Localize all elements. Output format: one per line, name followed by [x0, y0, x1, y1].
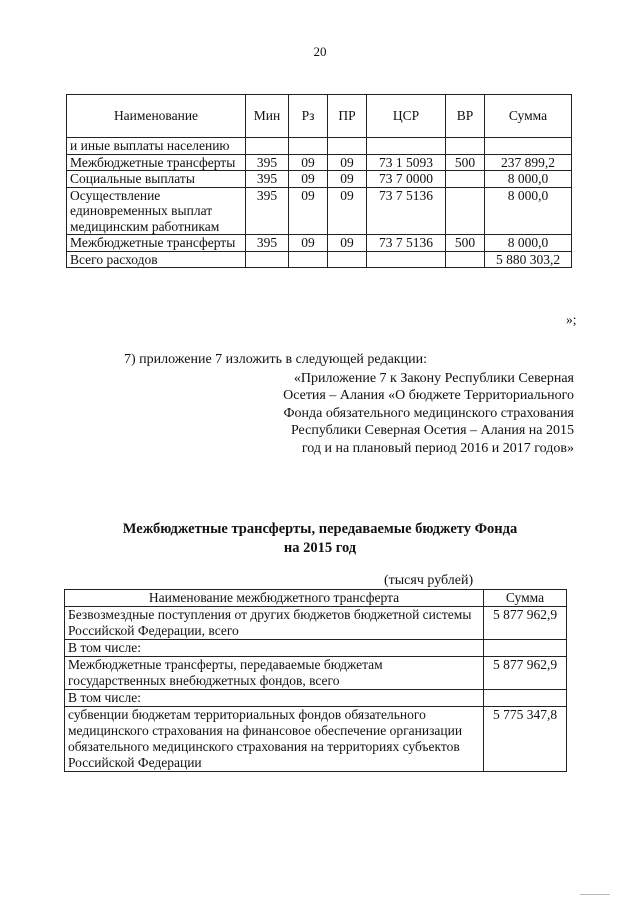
header-transfer-name: Наименование межбюджетного трансферта [65, 590, 484, 607]
amendment-text: 7) приложение 7 изложить в следующей редакции: [124, 352, 427, 367]
cell-sum: 237 899,2 [485, 154, 572, 171]
cell-sum: 5 877 962,9 [484, 657, 567, 690]
cell-vr [446, 187, 485, 235]
table-row [67, 235, 572, 252]
cell-name: В том числе: [65, 640, 484, 657]
cell-min: 395 [246, 235, 289, 252]
cell-min: 395 [246, 187, 289, 235]
cell-rz [289, 251, 328, 268]
cell-name: Всего расходов [67, 251, 246, 268]
cell-name: В том числе: [65, 690, 484, 707]
cell-rz: 09 [289, 187, 328, 235]
cell-sum [485, 138, 572, 155]
cell-vr: 500 [446, 154, 485, 171]
cell-rz: 09 [289, 235, 328, 252]
cell-name: Безвозмездные поступления от других бюджетов бюджетной системы Российской Федерации, всего [65, 607, 484, 640]
table-row [65, 657, 567, 690]
header-rz: Рз [289, 95, 328, 138]
section-title-line-1: Межбюджетные трансферты, передаваемые бюджету Фонда [122, 521, 518, 537]
cell-rz: 09 [289, 171, 328, 188]
table-header-row [65, 590, 567, 607]
header-name: Наименование [67, 95, 246, 138]
table-row [67, 171, 572, 188]
section-title-line-2: на 2015 год [283, 540, 357, 556]
cell-csr: 73 1 5093 [367, 154, 446, 171]
cell-name: Социальные выплаты [67, 171, 246, 188]
cell-vr [446, 171, 485, 188]
cell-name: Осуществление единовременных выплат медицинским работникам [67, 187, 246, 235]
header-min: Мин [246, 95, 289, 138]
cell-sum: 5 880 303,2 [485, 251, 572, 268]
cell-pr: 09 [328, 235, 367, 252]
cell-csr: 73 7 5136 [367, 235, 446, 252]
cell-csr: 73 7 5136 [367, 187, 446, 235]
cell-rz [289, 138, 328, 155]
cell-name: и иные выплаты населению [67, 138, 246, 155]
cell-sum: 8 000,0 [485, 187, 572, 235]
table-row [67, 138, 572, 155]
cell-vr [446, 251, 485, 268]
total-row [67, 251, 572, 268]
cell-csr: 73 7 0000 [367, 171, 446, 188]
cell-sum [484, 640, 567, 657]
cell-pr: 09 [328, 171, 367, 188]
cell-min [246, 138, 289, 155]
table-row [65, 690, 567, 707]
cell-sum: 5 877 962,9 [484, 607, 567, 640]
interbudget-transfers-table [64, 589, 567, 772]
cell-sum: 8 000,0 [485, 171, 572, 188]
cell-vr [446, 138, 485, 155]
closing-quote: »; [566, 312, 577, 327]
cell-name: Межбюджетные трансферты, передаваемые бюджетам государственных внебюджетных фондов, всего [65, 657, 484, 690]
table-row [67, 154, 572, 171]
header-csr: ЦСР [367, 95, 446, 138]
header-pr: ПР [328, 95, 367, 138]
corner-mark [580, 894, 610, 895]
budget-expenditure-table [66, 94, 572, 268]
section-title [0, 520, 640, 558]
cell-pr [328, 251, 367, 268]
cell-rz: 09 [289, 154, 328, 171]
cell-name: Межбюджетные трансферты [67, 154, 246, 171]
table-row [65, 707, 567, 772]
cell-name: субвенции бюджетам территориальных фондов обязательного медицинского страхования на финансовое обеспечение организации обязательного медицинского страхования на территориях субъектов Российской Федерации [65, 707, 484, 772]
cell-vr: 500 [446, 235, 485, 252]
cell-name: Межбюджетные трансферты [67, 235, 246, 252]
header-sum: Сумма [485, 95, 572, 138]
cell-pr: 09 [328, 154, 367, 171]
units-label: (тысяч рублей) [384, 573, 474, 588]
cell-pr: 09 [328, 187, 367, 235]
table-row [65, 607, 567, 640]
cell-sum: 8 000,0 [485, 235, 572, 252]
cell-min: 395 [246, 171, 289, 188]
cell-pr [328, 138, 367, 155]
header-sum: Сумма [484, 590, 567, 607]
page-number: 20 [313, 44, 327, 59]
cell-csr [367, 251, 446, 268]
cell-sum [484, 690, 567, 707]
cell-csr [367, 138, 446, 155]
annex-heading: «Приложение 7 к Закону Республики Северная Осетия – Алания «О бюджете Территориального Фонда обязательного медицинского страхования Республики Северная Осетия – Алания на 2015 год и на плановый период 2016 и 2017 годов» [283, 371, 574, 456]
table-row [65, 640, 567, 657]
table-row [67, 187, 572, 235]
table-header-row [67, 95, 572, 138]
cell-sum: 5 775 347,8 [484, 707, 567, 772]
header-vr: ВР [446, 95, 485, 138]
cell-min: 395 [246, 154, 289, 171]
cell-min [246, 251, 289, 268]
